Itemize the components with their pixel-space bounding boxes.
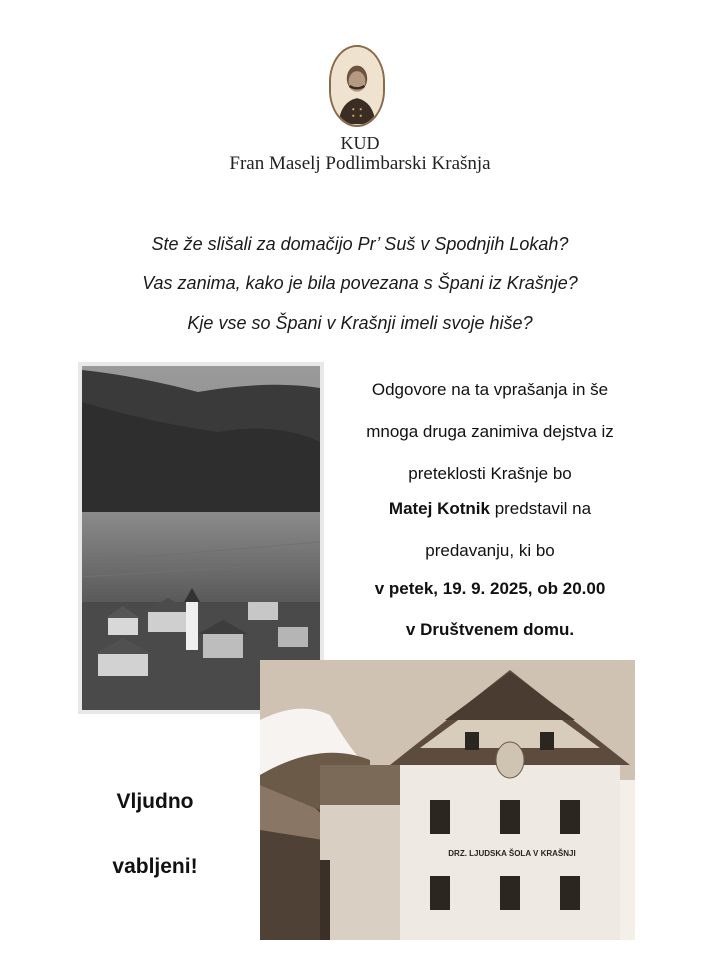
event-datetime-text: v petek, 19. 9. 2025, ob 20.00 xyxy=(374,579,606,598)
portrait-logo-image xyxy=(331,47,383,125)
speaker-name: Matej Kotnik xyxy=(388,499,490,518)
org-name: Fran Maselj Podlimbarski Krašnja xyxy=(229,153,491,174)
announcement-line-4 xyxy=(330,499,650,519)
school-sign-text: DRZ. LJUDSKA ŠOLA V KRAŠNJI xyxy=(448,849,576,858)
announcement-line-3: preteklosti Krašnje bo xyxy=(408,464,572,483)
question-3: Kje vse so Špani v Krašnji imeli svoje hiše? xyxy=(187,313,533,333)
event-venue xyxy=(330,620,650,640)
announcement-line-4-rest: predstavil na xyxy=(489,499,592,518)
question-1: Ste že slišali za domačijo Pr’ Suš v Spodnjih Lokah? xyxy=(151,234,569,254)
invitation-line-2: vabljeni! xyxy=(112,855,198,878)
school-photo xyxy=(260,660,635,940)
portrait-logo xyxy=(329,45,385,127)
announcement-line-1: Odgovore na ta vprašanja in še xyxy=(371,380,609,399)
invitation-line-1: Vljudno xyxy=(116,790,194,813)
question-2: Vas zanima, kako je bila povezana s Špani iz Krašnje? xyxy=(142,273,578,293)
event-datetime xyxy=(330,579,650,599)
announcement-line-5: predavanju, ki bo xyxy=(425,541,555,560)
org-abbreviation: KUD xyxy=(340,133,380,153)
event-venue-text: v Društvenem domu. xyxy=(405,620,575,639)
announcement-line-2: mnoga druga zanimiva dejstva iz xyxy=(366,422,614,441)
